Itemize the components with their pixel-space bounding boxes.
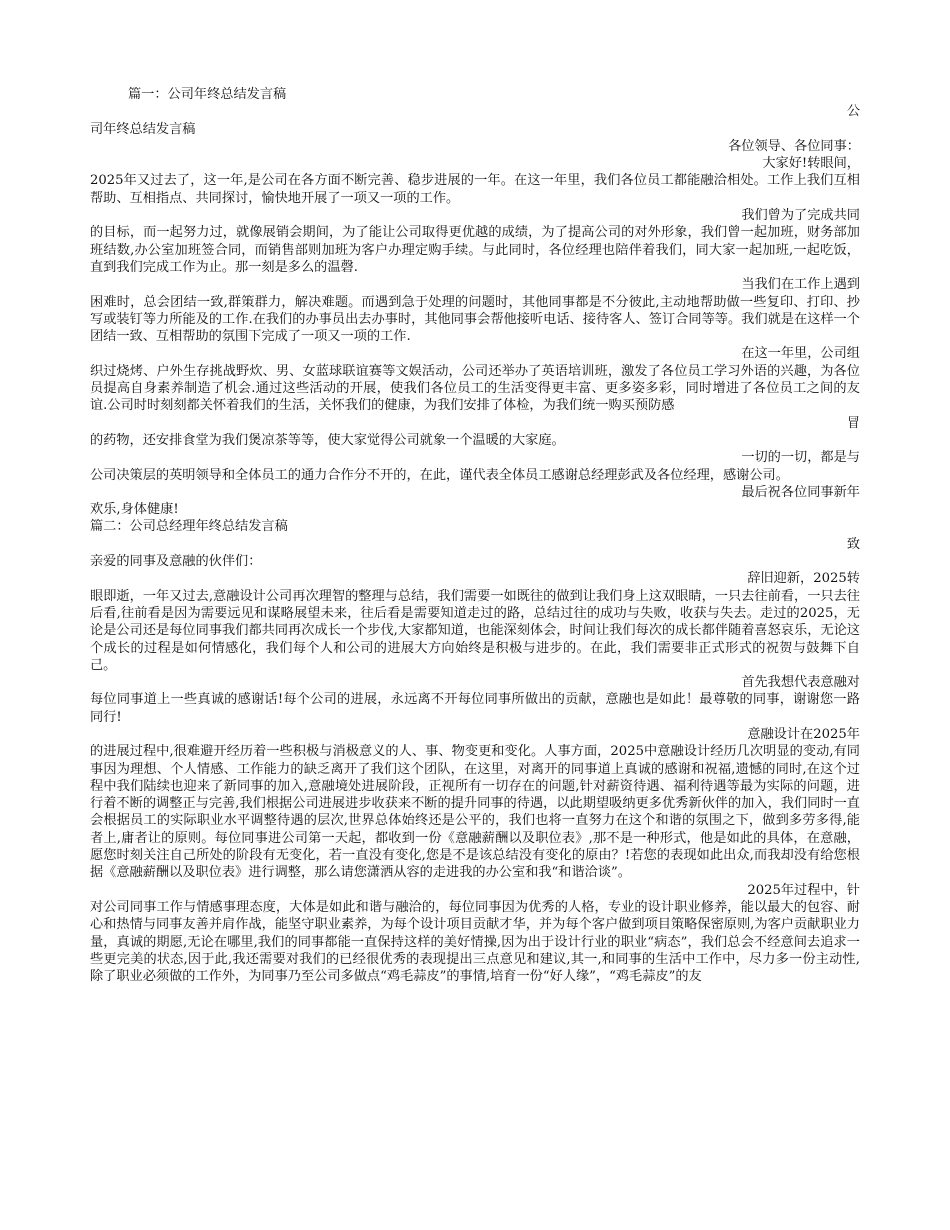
- article-one-p4-continued: 的药物，还安排食堂为我们煲凉茶等等，使大家觉得公司就象一个温暖的大家庭。: [90, 432, 565, 448]
- article-one-p4-lead: 在这一年里，公司组: [741, 346, 860, 362]
- article-two-p1-lead: 辞旧迎新，2025转: [747, 571, 860, 587]
- article-one-salutation: 各位领导、各位同事：: [728, 138, 860, 154]
- article-two-salutation-lead: 致: [846, 536, 860, 552]
- article-one-p4-body: 织过烧烤、户外生存挑战野炊、男、女蓝球联谊赛等文娱活动，公司还举办了英语培训班，激发了各位员工学习外语的兴趣，为各位员提高自身素养制造了机会.通过这些活动的开展，使我们各位员工的生活变得更丰富、更多姿多彩，同时增进了各位员工之间的友谊.公司时时刻刻都关怀着我们的生活，关怀我们的健康，为我们安排了体检，为我们统一购买预防感: [90, 363, 860, 414]
- article-two-salutation-rest: 亲爱的同事及意融的伙伴们：: [90, 554, 262, 570]
- article-one-title-lead: 公: [846, 104, 860, 120]
- article-one-p4-tail: 冒: [846, 415, 860, 431]
- article-two-p2-body: 每位同事道上一些真诚的感谢话!每个公司的进展，永远离不开每位同事所做出的贡献，意融也是如此！最尊敬的同事，谢谢您一路同行!: [90, 692, 860, 725]
- article-one-p2-lead: 我们曾为了完成共同: [741, 208, 860, 224]
- article-one-p6-lead: 最后祝各位同事新年: [741, 484, 860, 500]
- article-two-p3-body: 的进展过程中,很难避开经历着一些积极与消极意义的人、事、物变更和变化。人事方面，2025中意融设计经历几次明显的变动,有同事因为理想、个人情感、工作能力的缺乏离开了我们这个团队，在这里，对离开的同事道上真诚的感谢和祝福,遗憾的同时,在这个过程中我们陆续也迎来了新同事的加入,意融境处进展阶段，正视所有一切存在的问题,针对薪资待遇、福利待遇等最为实际的问题，进行着不断的调整正与完善,我们根据公司进展进步收获来不断的提升同事的待遇，以此期望吸纳更多优秀新伙伴的加入，我们同时一直会根据员工的实际职业水平调整待遇的层次,世界总体始终还是公平的，我们也将一直努力在这个和谐的氛围之下，做到多劳多得,能者上,庸者让的原则。每位同事进公司第一天起，都收到一份《意融薪酬以及职位表》,那不是一种形式，他是如此的具体，在意融，愿您时刻关注自己所处的阶段有无变化，若一直没有变化,您是不是该总结没有变化的原由？!若您的表现如此出众,而我却没有给您根据《意融薪酬以及职位表》进行调整，那么请您潇洒从容的走进我的办公室和我“和谐洽谈”。: [90, 744, 860, 881]
- article-two-p4-lead: 2025年过程中，针: [747, 882, 860, 898]
- article-one-p5-body: 公司决策层的英明领导和全体员工的通力合作分不开的，在此，谨代表全体员工感谢总经理彭武及各位经理，感谢公司。: [90, 467, 789, 483]
- article-two-p3-lead: 意融设计在2025年: [747, 726, 860, 742]
- article-one-p5-lead: 一切的一切，都是与: [741, 450, 860, 466]
- article-two-p4-body: 对公司同事工作与情感事理态度，大体是如此和谐与融洽的，每位同事因为优秀的人格，专业的设计职业修养，能以最大的包容、耐心和热情与同事友善并肩作战，能坚守职业素养，为每个设计项目贡献才华，并为每个客户做到项目策略保密原则,为客户贡献职业力量，真诚的期愿,无论在哪里,我们的同事都能一直保持这样的美好情操,因为出于设计行业的职业“病态”，我们总会不经意间去追求一些更完美的状态,因于此,我还需要对我们的已经很优秀的表现提出三点意见和建议,其一,和同事的生活中工作中，尽力多一份主动性,除了职业必须做的工作外，为同事乃至公司多做点“鸡毛蒜皮”的事情,培育一份“好人缘”，“鸡毛蒜皮”的友: [90, 899, 860, 985]
- article-two-p2-lead: 首先我想代表意融对: [741, 675, 860, 691]
- article-one-p3-lead: 当我们在工作上遇到: [741, 277, 860, 293]
- article-one-p1-body: 2025年又过去了，这一年,是公司在各方面不断完善、稳步进展的一年。在这一年里，我们各位员工都能融洽相处。工作上我们互相帮助、互相指点、共同探讨，愉快地开展了一项又一项的工作。: [90, 173, 860, 206]
- article-one-p1-lead: 大家好!转眼间，: [762, 156, 860, 172]
- article-one-p2-body: 的目标，而一起努力过，就像展销会期间，为了能让公司取得更优越的成绩，为了提高公司的对外形象，我们曾一起加班，财务部加班结数,办公室加班签合同，而销售部则加班为客户办理定购手续。与此同时，各位经理也陪伴着我们，同大家一起加班,一起吃饭，直到我们完成工作为止。那一刻是多么的温磬.: [90, 225, 860, 275]
- article-one-title-rest: 司年终总结发言稿: [90, 121, 196, 137]
- article-one-heading: 篇一：公司年终总结发言稿: [128, 87, 287, 102]
- document-page: [90, 86, 860, 985]
- article-two-heading: 篇二：公司总经理年终总结发言稿: [90, 519, 288, 535]
- article-two-p1-body: 眼即逝，一年又过去,意融设计公司再次理智的整理与总结，我们需要一如既往的做到让我们身上这双眼睛，一只去往前看，一只去往后看,往前看是因为需要远见和谋略展望未来，往后看是需要知道走过的路，总结过往的成功与失败，收获与失去。走过的2025，无论是公司还是每位同事我们都共同再次成长一个步伐,大家都知道，也能深刻体会，时间让我们每次的成长都伴随着喜怒哀乐，无论这个成长的过程是如何情感化，我们每个人和公司的进展大方向始终是积极与进步的。在此，我们需要非正式形式的祝贺与鼓舞下自己。: [90, 588, 860, 673]
- article-one-p3-body: 困难时，总会团结一致,群策群力，解决难题。而遇到急于处理的问题时，其他同事都是不分彼此,主动地帮助做一些复印、打印、抄写或装钉等力所能及的工作.在我们的办事员出去办事时，其他同事会帮他接听电话、接待客人、签订合同等等。我们就是在这样一个团结一致、互相帮助的氛围下完成了一项又一项的工作.: [90, 294, 860, 345]
- article-one-p6-body: 欢乐,身体健康!: [90, 502, 179, 518]
